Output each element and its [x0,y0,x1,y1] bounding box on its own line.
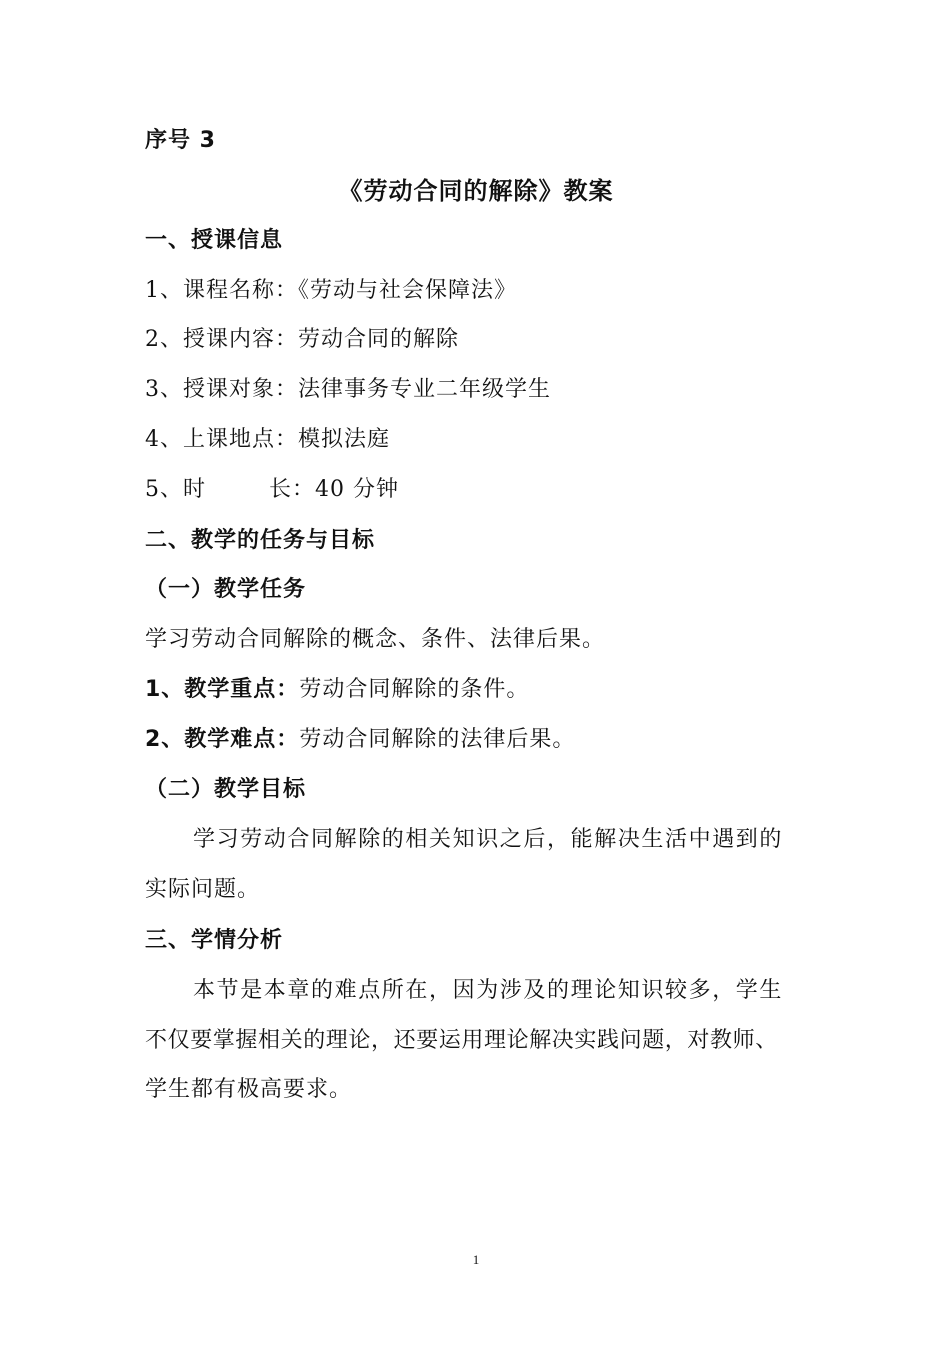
serial-number: 序号 3 [145,128,216,153]
section1-heading: 一、授课信息 [145,228,284,253]
duration-rest: 长：40 分钟 [269,477,399,502]
difficulty-point [145,725,575,755]
info-audience: 3、授课对象：法律事务专业二年级学生 [145,377,551,402]
info-course-name: 1、课程名称：《劳动与社会保障法》 [145,278,517,303]
difficulty-text: 劳动合同解除的法律后果。 [299,727,576,752]
duration-prefix: 5、时 [145,477,206,502]
document-title: 《劳动合同的解除》教案 [338,177,614,205]
difficulty-label: 2、教学难点： [145,727,300,752]
key-point [145,675,529,705]
info-content: 2、授课内容：劳动合同的解除 [145,327,459,352]
analysis-line-2: 不仅要掌握相关的理论，还要运用理论解决实践问题，对教师、 [145,1028,778,1053]
analysis-line-1: 本节是本章的难点所在，因为涉及的理论知识较多，学生 [193,978,784,1003]
section3-heading: 三、学情分析 [145,928,284,953]
analysis-line-3: 学生都有极高要求。 [145,1077,353,1102]
section2-heading: 二、教学的任务与目标 [145,528,376,553]
key-point-text: 劳动合同解除的条件。 [299,677,530,702]
sub2-heading: （二）教学目标 [145,777,307,802]
info-location: 4、上课地点：模拟法庭 [145,427,390,452]
sub1-heading: （一）教学任务 [145,577,307,602]
page-number: 1 [472,1252,480,1267]
info-duration [145,475,399,505]
task-text: 学习劳动合同解除的概念、条件、法律后果。 [145,627,606,652]
goal-line-2: 实际问题。 [145,877,261,902]
key-point-label: 1、教学重点： [145,677,300,702]
goal-line-1: 学习劳动合同解除的相关知识之后，能解决生活中遇到的 [193,827,784,852]
